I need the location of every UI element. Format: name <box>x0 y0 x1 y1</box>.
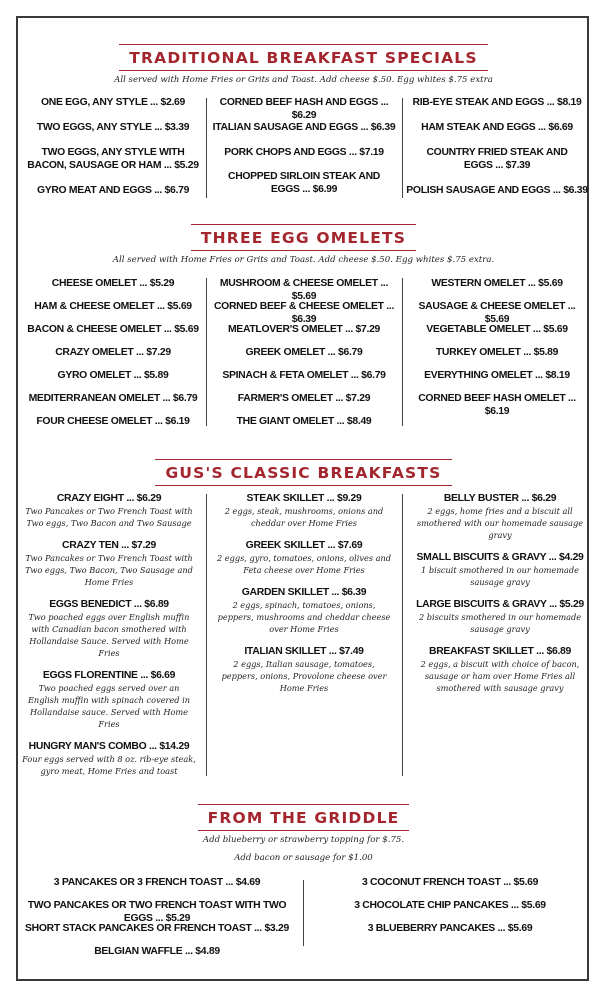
item-name: EGGS BENEDICT ... $6.89 <box>49 599 169 610</box>
item-description: 2 eggs, a biscuit with choice of bacon, sausage or ham over Home Fries all smothered with sausage gravy <box>420 659 580 693</box>
menu-item: MEATLOVER'S OMELET ... $7.29 <box>227 324 381 335</box>
column-divider <box>206 494 207 776</box>
menu-item: MEDITERRANEAN OMELET ... $6.79 <box>28 393 198 404</box>
traditional-col-1 <box>22 96 204 197</box>
menu-item: TWO PANCAKES OR TWO FRENCH TOAST WITH TWO EGGS ... $5.29 <box>27 900 287 924</box>
menu-item: BELGIAN WAFFLE ... $4.89 <box>94 946 220 957</box>
menu-item <box>412 645 588 694</box>
menu-item <box>412 598 588 635</box>
menu-item <box>216 645 392 694</box>
item-description: Four eggs served with 8 oz. rib-eye steak, gyro meat, Home Fries and toast <box>22 754 196 776</box>
omelets-col-3 <box>406 277 588 418</box>
menu-item: TWO EGGS, ANY STYLE ... $3.39 <box>36 122 190 133</box>
griddle-title: FROM THE GRIDDLE <box>198 804 410 831</box>
menu-item: 3 COCONUT FRENCH TOAST ... $5.69 <box>361 877 539 888</box>
omelets-note: All served with Home Fries or Grits and Toast. Add cheese $.50. Egg whites $.75 extra. <box>112 255 495 265</box>
menu-item: TWO EGGS, ANY STYLE WITH BACON, SAUSAGE OR HAM ... $5.29 <box>27 147 199 171</box>
item-name: CRAZY TEN ... $7.29 <box>61 540 156 551</box>
menu-item: GREEK OMELET ... $6.79 <box>245 347 363 358</box>
griddle-col-1 <box>22 876 292 958</box>
column-divider <box>206 278 207 426</box>
menu-item <box>412 492 588 541</box>
classics-col-3 <box>412 492 588 704</box>
griddle-heading <box>0 804 607 831</box>
menu-item: SHORT STACK PANCAKES OR FRENCH TOAST ... $3.29 <box>25 923 289 934</box>
menu-item: CORNED BEEF HASH OMELET ... $6.19 <box>418 393 576 417</box>
menu-item: CRAZY OMELET ... $7.29 <box>55 347 171 358</box>
menu-item: 3 BLUEBERRY PANCAKES ... $5.69 <box>367 923 533 934</box>
menu-item: BACON & CHEESE OMELET ... $5.69 <box>27 324 199 335</box>
column-divider <box>402 98 403 198</box>
menu-item <box>216 492 392 529</box>
item-name: STEAK SKILLET ... $9.29 <box>246 493 362 504</box>
item-description: Two poached eggs over English muffin with Canadian bacon smothered with Hollandaise Sauce. Served with Home Fries <box>28 612 190 658</box>
column-divider <box>402 494 403 776</box>
menu-item: GYRO OMELET ... $5.89 <box>57 370 169 381</box>
item-description: 2 eggs, home fries and a biscuit all smothered with our homemade sausage gravy <box>416 506 584 540</box>
traditional-note: All served with Home Fries or Grits and Toast. Add cheese $.50. Egg whites $.75 extra <box>114 75 493 85</box>
menu-item: GYRO MEAT AND EGGS ... $6.79 <box>36 185 190 196</box>
item-name: GARDEN SKILLET ... $6.39 <box>241 587 367 598</box>
item-description: 2 eggs, steak, mushrooms, onions and cheddar over Home Fries <box>224 506 384 528</box>
traditional-title: TRADITIONAL BREAKFAST SPECIALS <box>119 44 487 71</box>
menu-item <box>22 669 196 730</box>
griddle-col-2 <box>312 876 588 935</box>
item-name: GREEK SKILLET ... $7.69 <box>245 540 363 551</box>
item-name: EGGS FLORENTINE ... $6.69 <box>42 670 176 681</box>
menu-item: THE GIANT OMELET ... $8.49 <box>236 416 372 427</box>
menu-item <box>22 492 196 529</box>
menu-item: SPINACH & FETA OMELET ... $6.79 <box>222 370 386 381</box>
classics-heading <box>0 459 607 486</box>
menu-item: 3 CHOCOLATE CHIP PANCAKES ... $5.69 <box>354 900 546 911</box>
item-description: 1 biscuit smothered in our homemade sausage gravy <box>421 565 579 587</box>
menu-item: 3 PANCAKES OR 3 FRENCH TOAST ... $4.69 <box>53 877 261 888</box>
menu-item <box>216 586 392 635</box>
item-description: Two poached eggs served over an English muffin with spinach covered in Hollandaise sauce. Served with Home Fries <box>27 683 191 729</box>
menu-item <box>22 740 196 777</box>
menu-item: VEGETABLE OMELET ... $5.69 <box>426 324 568 335</box>
traditional-col-2 <box>208 96 400 196</box>
omelets-title: THREE EGG OMELETS <box>191 224 416 251</box>
item-description: 2 eggs, Italian sausage, tomatoes, peppers, onions, Provolone cheese over Home Fries <box>221 659 387 693</box>
omelets-col-1 <box>22 277 204 428</box>
menu-item: CHOPPED SIRLOIN STEAK AND EGGS ... $6.99 <box>227 171 381 195</box>
menu-item: RIB-EYE STEAK AND EGGS ... $8.19 <box>412 97 582 108</box>
classics-col-2 <box>216 492 392 704</box>
menu-item: POLISH SAUSAGE AND EGGS ... $6.39 <box>406 185 588 196</box>
menu-item: HAM STEAK AND EGGS ... $6.69 <box>421 122 573 133</box>
column-divider <box>206 98 207 198</box>
item-name: LARGE BISCUITS & GRAVY ... $5.29 <box>416 599 584 610</box>
item-name: ITALIAN SKILLET ... $7.49 <box>244 646 364 657</box>
griddle-note-meat: Add bacon or sausage for $1.00 <box>234 853 373 863</box>
item-description: 2 eggs, spinach, tomatoes, onions, peppers, mushrooms and cheddar cheese over Home Fries <box>217 600 391 634</box>
item-name: SMALL BISCUITS & GRAVY ... $4.29 <box>416 552 584 563</box>
menu-item: WESTERN OMELET ... $5.69 <box>431 278 563 289</box>
menu-item: FOUR CHEESE OMELET ... $6.19 <box>36 416 190 427</box>
menu-item: PORK CHOPS AND EGGS ... $7.19 <box>224 147 384 158</box>
column-divider <box>303 880 304 946</box>
item-description: Two Pancakes or Two French Toast with Two eggs, Two Bacon, Two Sausage and Home Fries <box>25 553 193 587</box>
item-description: Two Pancakes or Two French Toast with Two eggs, Two Bacon and Two Sausage <box>25 506 193 528</box>
item-name: CRAZY EIGHT ... $6.29 <box>56 493 162 504</box>
item-name: HUNGRY MAN'S COMBO ... $14.29 <box>28 741 190 752</box>
menu-item: EVERYTHING OMELET ... $8.19 <box>424 370 570 381</box>
menu-item <box>216 539 392 576</box>
omelets-col-2 <box>208 277 400 428</box>
item-name: BELLY BUSTER ... $6.29 <box>443 493 557 504</box>
item-name: BREAKFAST SKILLET ... $6.89 <box>428 646 572 657</box>
menu-item <box>22 598 196 659</box>
menu-item: CORNED BEEF HASH AND EGGS ... $6.29 <box>219 97 389 121</box>
menu-item <box>412 551 588 588</box>
menu-item: SAUSAGE & CHEESE OMELET ... $5.69 <box>418 301 576 325</box>
column-divider <box>402 278 403 426</box>
menu-item: CHEESE OMELET ... $5.29 <box>51 278 175 289</box>
menu-item: TURKEY OMELET ... $5.89 <box>435 347 559 358</box>
menu-item: ONE EGG, ANY STYLE ... $2.69 <box>40 97 186 108</box>
traditional-heading <box>0 44 607 71</box>
menu-item: CORNED BEEF & CHEESE OMELET ... $6.39 <box>213 301 395 325</box>
menu-item: COUNTRY FRIED STEAK AND EGGS ... $7.39 <box>426 147 568 171</box>
griddle-note-topping: Add blueberry or strawberry topping for $.75. <box>202 835 405 845</box>
item-description: 2 eggs, gyro, tomatoes, onions, olives and Feta cheese over Home Fries <box>216 553 392 575</box>
classics-title: GUS'S CLASSIC BREAKFASTS <box>155 459 451 486</box>
menu-item: ITALIAN SAUSAGE AND EGGS ... $6.39 <box>212 122 396 133</box>
omelets-heading <box>0 224 607 251</box>
item-description: 2 biscuits smothered in our homemade sausage gravy <box>418 612 582 634</box>
traditional-col-3 <box>406 96 588 197</box>
classics-col-1 <box>22 492 196 787</box>
menu-item: FARMER'S OMELET ... $7.29 <box>237 393 371 404</box>
menu-item: MUSHROOM & CHEESE OMELET ... $5.69 <box>219 278 389 302</box>
menu-item: HAM & CHEESE OMELET ... $5.69 <box>34 301 192 312</box>
menu-item <box>22 539 196 588</box>
